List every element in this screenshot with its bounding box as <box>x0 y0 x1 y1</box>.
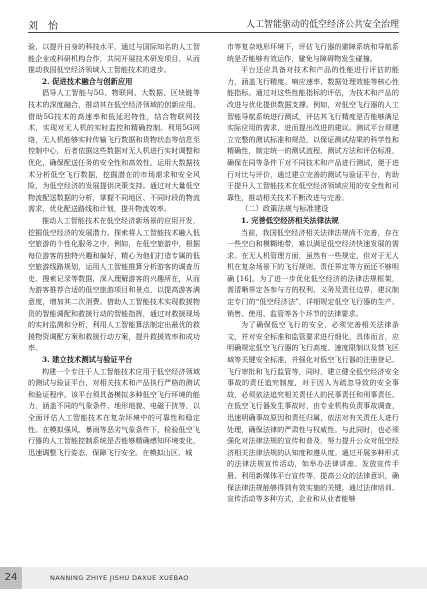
body-paragraph: 推动人工智能技术在低空经济新场景的应用开发，挖掘低空经济的发展潜力。探索将人工智能技术融入低空旅游的个性化服务之中，例如，在低空旅游中，根据每位游客的独特兴趣和偏好，精心为他们打造专属的低空旅游线路规划，运用人工智能推算分析游客的调查历史、搜索记录等数据，深入理解游客的兴趣所在，从而为游客推荐合适的低空旅游项目和景点，以提高游客满意度，增加其二次消费。借助人工智能技术实现救援物资的智能调配和救援行动的智能指挥，通过对救援现场的实时监测和分析，利用人工智能算法制定出最优的救援物资调配方案和救援行动方案，提升救援效率和成功率。 <box>28 215 200 353</box>
section-heading: 2. 促进技术融合与创新应用 <box>42 76 133 86</box>
body-paragraph: 构建一个专注于人工智能技术应用于低空经济领域的测试与验证平台，对相关技术和产品执行严格的测试和验证程序。该平台须具备模拟多种低空飞行环境的能力，涵盖不同的气象条件、地形地貌、电磁干扰等，以全面评估人工智能技术在复杂环境中的可靠性和稳定性。在模拟强风、暴雨等恶劣气象条件下，检验低空飞行器的人工智能控制系统是否能够精确感知环境变化，迅速调整飞行姿态，保障飞行安全。在模拟山区、城 <box>28 366 200 457</box>
body-paragraph: 平台还应具备对技术和产品的性能进行评估的能力，涵盖飞行精度、响应速率、数据处理效能等核心性能指标。通过对这些性能指标的评估，为技术和产品的改进与优化提供数据支撑。例如，对低空飞行器的人工智能导航系统进行测试，评估其飞行精度是否能够满足实际应用的需求，进而提出改进的建议。测试平台须建立完整的测试标准和规范，以保证测试结果的科学性和精确性，制定统一的测试流程、测试方法和评估标准，确保在同等条件下对不同技术和产品进行测试，便于进行对比与评价，通过建立完善的测试与验证平台，有助于提升人工智能技术在低空经济领域应用的安全性和可靠性，推动相关技术不断改进与完善。 <box>227 65 399 202</box>
subsection-heading: （二）政策法规与标准建设 <box>241 204 329 214</box>
page-number: 24 <box>0 567 22 589</box>
body-paragraph: 为了确保低空飞行的安全，必须完善相关法律条文，并对安全标准和监管要求进行细化，具体而言，应明确规定低空飞行器的飞行高度、速度限制以及禁飞区域等关键安全标准，并强化对低空飞行器的注册登记、飞行审批和飞行监管等，同时，建立健全低空经济安全事故的责任追究制度，对于因人为疏忽导致的安全事故，必须依法追究相关责任人的民事责任和刑事责任。在低空飞行器发生事故时，由专业机构负责事故调查，迅速明确事故原因和责任归属，依法对有关责任人进行处理，确保法律的严肃性与权威性。与此同时，也必须强化对法律法规的宣传和普及，努力提升公众对低空经济相关法律法规的认知度和遵从度。通过开展多种形式的法律法规宣传活动，如举办法律讲座、发放宣传手册、利用新媒体平台宣传等，提高公众的法律意识，确保法律法规能够得到有效实施的关键，通过法律培训、宣传活动等多种方式，企业和从业者能够 <box>227 320 399 504</box>
left-column <box>28 41 200 551</box>
body-paragraph: 市等复杂地形环境下，评估飞行器的避障系统和导航系统是否能够有效运作，避免与障碍物发生碰撞。 <box>227 42 399 63</box>
header-rule <box>28 32 399 33</box>
body-paragraph: 当前，我国低空经济相关法律法规尚不完善，存在一些空白和模糊地带，难以满足低空经济快速发展的需求。在无人机管理方面，虽然有一些规定，但对于无人机在复杂场景下的飞行规则、责任界定等方面还不够明确 [16]。为了进一步优化低空经济的法律法规框架，需清晰界定各参与方的权利、义务及责任边界，建议制定专门的“低空经济法”，详细规定低空飞行器的生产、销售、使用、监管等各个环节的法律要求。 <box>227 227 399 318</box>
right-column <box>227 41 399 551</box>
footer-journal-name: NANNING ZHIYE JISHU DAXUE XUEBAO <box>50 574 189 582</box>
body-paragraph: 倡导人工智能与5G、物联网、大数据、区块链等技术的深度融合，推动其在低空经济领域的创新应用。借助5G技术的高速率和低延迟特性，结合物联网技术，实现对无人机的实时监控和精确控制。利用5G网络，无人机能够实时传输飞行数据和货物状态等信息至控制中心，后者依据这些数据对无人机进行实时调整和优化，确保配送任务的安全性和高效性。运用大数据技术分析低空飞行数据，挖掘潜在的市场需求和安全风险，为低空经济的发展提供决策支持。通过对大量低空物流配送数据的分析，掌握不同地区、不同时段的物流需求，优化配送路线和计划，提升物流效率。 <box>28 88 200 214</box>
header-author: 刘 怡 <box>28 21 58 32</box>
header-article-title: 人工智能驱动的低空经济公共安全治理 <box>245 20 399 30</box>
section-heading: 1. 完善低空经济相关法律法规 <box>241 215 339 225</box>
body-paragraph: 验，以提升自身的科技水平，通过与国际知名的人工智能企业或科研机构合作，共同开展技术研发项目，从而推动我国低空经济领域人工智能技术的进步。 <box>28 42 200 75</box>
section-heading: 3. 建立技术测试与验证平台 <box>42 355 133 365</box>
